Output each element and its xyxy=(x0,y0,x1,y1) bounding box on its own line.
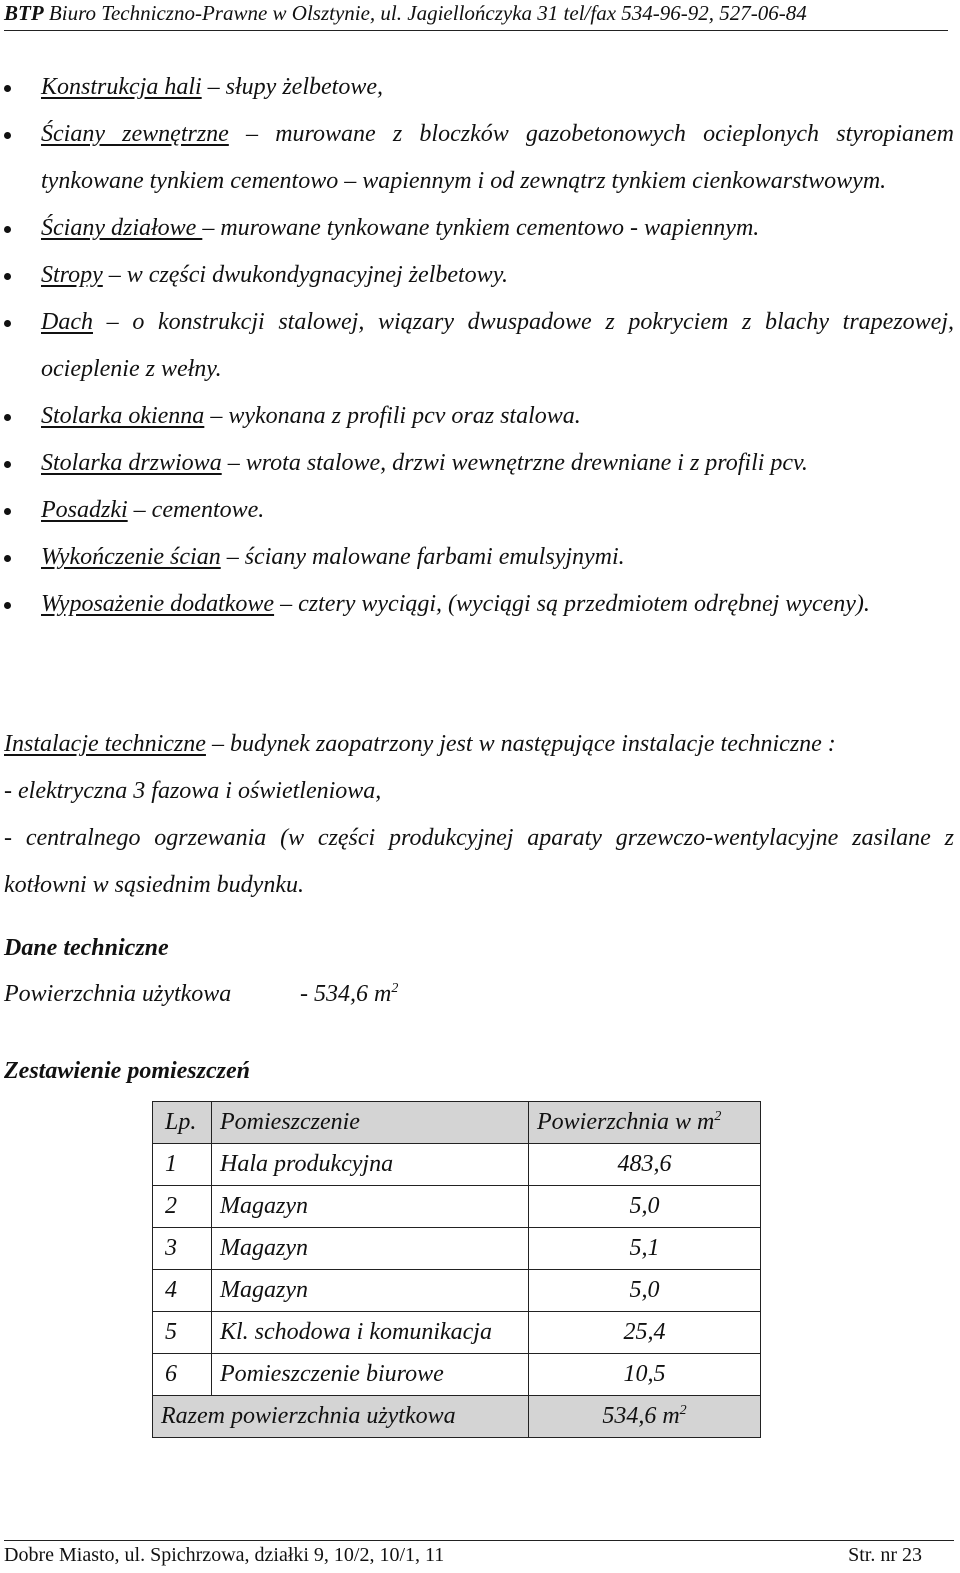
list-item xyxy=(0,205,954,252)
list-item xyxy=(0,299,954,393)
usable-area-unit-sup: 2 xyxy=(391,981,399,996)
item-term: Posadzki xyxy=(41,497,128,523)
item-term: Konstrukcja hali xyxy=(41,74,202,100)
construction-list xyxy=(0,64,954,628)
item-term: Wyposażenie dodatkowe xyxy=(41,591,275,617)
page-footer xyxy=(4,1540,954,1567)
list-item xyxy=(0,64,954,111)
item-term: Ściany działowe xyxy=(41,215,203,241)
list-item xyxy=(0,252,954,299)
table-total-row xyxy=(153,1396,761,1438)
row-area: 5,0 xyxy=(529,1270,761,1312)
total-value: 534,6 m xyxy=(602,1403,680,1429)
col-area-sup: 2 xyxy=(714,1109,722,1124)
item-term: Wykończenie ścian xyxy=(41,544,221,570)
row-lp: 6 xyxy=(153,1354,212,1396)
item-term: Stolarka drzwiowa xyxy=(41,450,222,476)
row-name: Pomieszczenie biurowe xyxy=(212,1354,529,1396)
item-text: – słupy żelbetowe, xyxy=(201,74,383,100)
footer-address: Dobre Miasto, ul. Spichrzowa, działki 9, 10/2, 10/1, 11 xyxy=(4,1544,445,1566)
header-text: Biuro Techniczno-Prawne w Olsztynie, ul. Jagiellończyka 31 tel/fax 534-96-92, 527-06-84 xyxy=(48,1,807,25)
table-header-row xyxy=(153,1102,761,1144)
item-text: – w części dwukondygnacyjnej żelbetowy. xyxy=(102,262,509,288)
total-value-cell xyxy=(529,1396,761,1438)
usable-area-label: Powierzchnia użytkowa xyxy=(4,981,232,1007)
table-row xyxy=(153,1186,761,1228)
list-item xyxy=(0,487,954,534)
row-area: 483,6 xyxy=(529,1144,761,1186)
table-row xyxy=(153,1312,761,1354)
table-row xyxy=(153,1354,761,1396)
tech-data-heading: Dane techniczne xyxy=(4,935,169,961)
row-area: 5,0 xyxy=(529,1186,761,1228)
page-header xyxy=(4,0,948,31)
row-name: Magazyn xyxy=(212,1228,529,1270)
row-lp: 1 xyxy=(153,1144,212,1186)
rooms-table xyxy=(152,1101,761,1438)
row-lp: 5 xyxy=(153,1312,212,1354)
item-text: – murowane z bloczków gazobetonowych ocieplonych styropianem tynkowane tynkiem cementowo – wapiennym i od zewnątrz tynkiem cienkowarstwowym. xyxy=(41,121,955,194)
row-lp: 2 xyxy=(153,1186,212,1228)
installation-line-electric: - elektryczna 3 fazowa i oświetleniowa, xyxy=(4,778,382,804)
list-item xyxy=(0,111,954,205)
col-lp-header: Lp. xyxy=(153,1102,212,1144)
usable-area-value: - 534,6 m xyxy=(300,981,392,1007)
item-term: Dach xyxy=(41,309,93,335)
row-area: 25,4 xyxy=(529,1312,761,1354)
list-item xyxy=(0,440,954,487)
installations-term: Instalacje techniczne xyxy=(4,731,206,757)
row-name: Magazyn xyxy=(212,1186,529,1228)
item-text: – wrota stalowe, drzwi wewnętrzne drewniane i z profili pcv. xyxy=(221,450,808,476)
usable-area-row xyxy=(4,978,398,1010)
item-term: Stolarka okienna xyxy=(41,403,205,429)
footer-page-number: Str. nr 23 xyxy=(848,1544,922,1566)
item-text: – ściany malowane farbami emulsyjnymi. xyxy=(220,544,625,570)
total-label: Razem powierzchnia użytkowa xyxy=(153,1396,529,1438)
item-text: – wykonana z profili pcv oraz stalowa. xyxy=(204,403,581,429)
col-name-header: Pomieszczenie xyxy=(212,1102,529,1144)
row-name: Kl. schodowa i komunikacja xyxy=(212,1312,529,1354)
row-name: Magazyn xyxy=(212,1270,529,1312)
row-area: 5,1 xyxy=(529,1228,761,1270)
item-term: Ściany zewnętrzne xyxy=(41,121,229,147)
list-item xyxy=(0,581,954,628)
item-text: – murowane tynkowane tynkiem cementowo - wapiennym. xyxy=(202,215,760,241)
row-name: Hala produkcyjna xyxy=(212,1144,529,1186)
item-text: – o konstrukcji stalowej, wiązary dwuspadowe z pokryciem z blachy trapezowej, ocieplenie z wełny. xyxy=(41,309,954,382)
list-item xyxy=(0,393,954,440)
rooms-heading: Zestawienie pomieszczeń xyxy=(4,1058,250,1084)
total-value-sup: 2 xyxy=(679,1403,687,1418)
col-area-label: Powierzchnia w m xyxy=(537,1109,715,1135)
row-lp: 4 xyxy=(153,1270,212,1312)
header-brand: BTP xyxy=(4,1,44,25)
installations-text: – budynek zaopatrzony jest w następujące instalacje techniczne : xyxy=(205,731,836,757)
table-row xyxy=(153,1270,761,1312)
row-area: 10,5 xyxy=(529,1354,761,1396)
item-text: – cztery wyciągi, (wyciągi są przedmiotem odrębnej wyceny). xyxy=(274,591,870,617)
row-lp: 3 xyxy=(153,1228,212,1270)
col-area-header xyxy=(529,1102,761,1144)
installation-line-heating: - centralnego ogrzewania (w części produkcyjnej aparaty grzewczo-wentylacyjne zasilane z kotłowni w sąsiednim budynku. xyxy=(4,825,954,898)
table-row xyxy=(153,1144,761,1186)
table-row xyxy=(153,1228,761,1270)
item-term: Stropy xyxy=(41,262,103,288)
list-item xyxy=(0,534,954,581)
installations-intro xyxy=(4,721,954,768)
item-text: – cementowe. xyxy=(127,497,265,523)
